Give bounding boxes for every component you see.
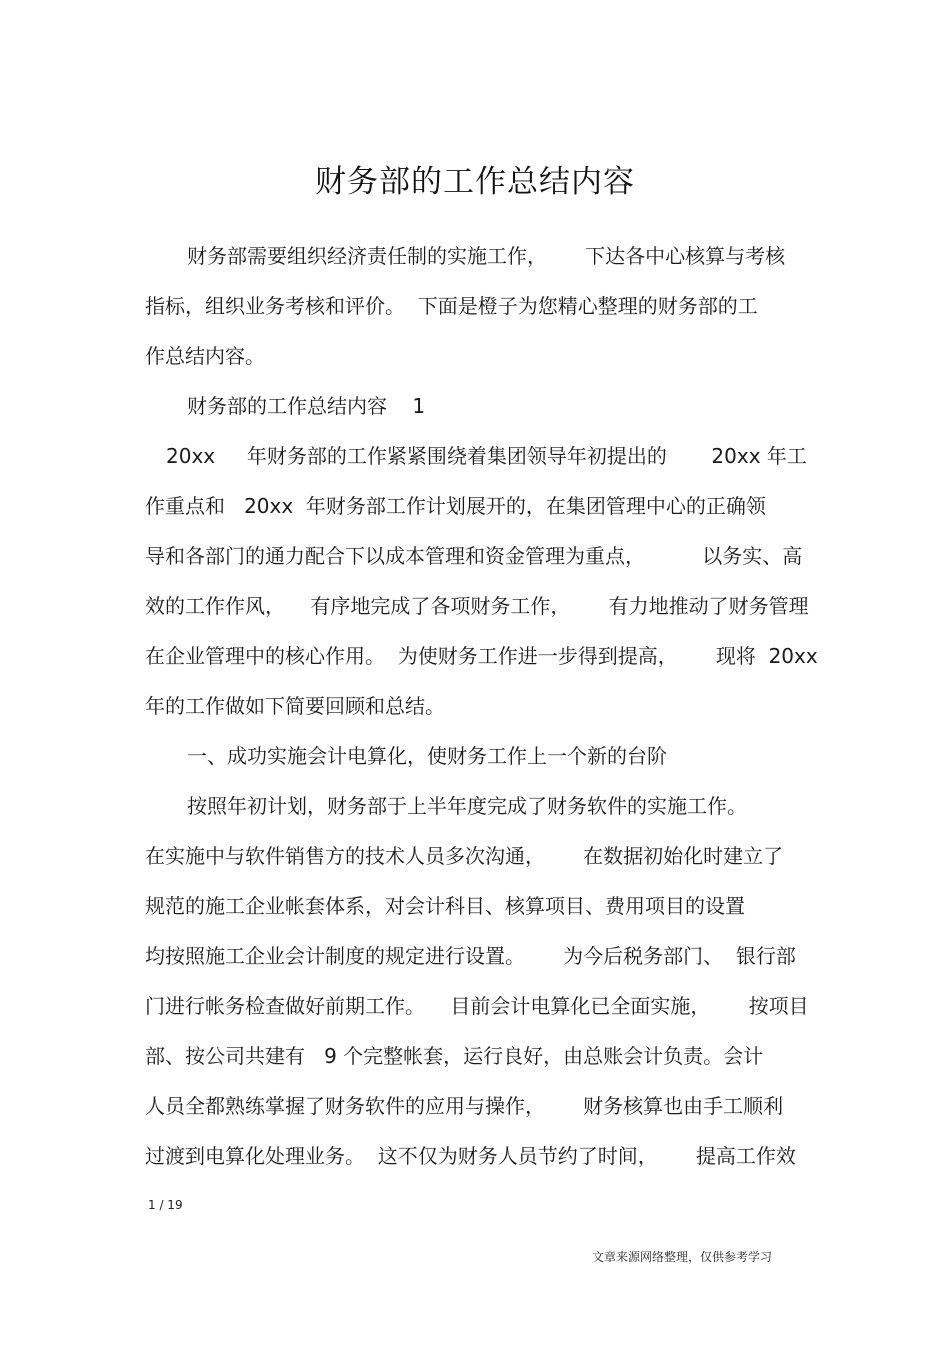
paragraph-line: 在企业管理中的核心作用。 为使财务工作进一步得到提高， 现将 20xx [145, 644, 818, 668]
paragraph-line: 在实施中与软件销售方的技术人员多次沟通， 在数据初始化时建立了 [145, 844, 784, 868]
paragraph-line: 年的工作做如下简要回顾和总结。 [145, 694, 445, 718]
paragraph-line: 作总结内容。 [145, 344, 265, 368]
section-heading: 财务部的工作总结内容 1 [187, 394, 426, 418]
paragraph-line: 按照年初计划，财务部于上半年度完成了财务软件的实施工作。 [187, 794, 747, 818]
footer-note: 文章来源网络整理，仅供参考学习 [592, 1250, 773, 1264]
section-heading: 一、成功实施会计电算化，使财务工作上一个新的台阶 [187, 744, 667, 768]
paragraph-line: 效的工作作风， 有序地完成了各项财务工作， 有力地推动了财务管理 [145, 594, 809, 618]
page-number: 1 / 19 [148, 1198, 183, 1212]
paragraph-line: 均按照施工企业会计制度的规定进行设置。 为今后税务部门、 银行部 [145, 944, 796, 968]
paragraph-line: 财务部需要组织经济责任制的实施工作， 下达各中心核算与考核 [187, 244, 786, 268]
paragraph-line: 20xx 年财务部的工作紧紧围绕着集团领导年初提出的 20xx 年工 [166, 444, 807, 468]
paragraph-line: 规范的施工企业帐套体系，对会计科目、核算项目、费用项目的设置 [145, 894, 745, 918]
paragraph-line: 门进行帐务检查做好前期工作。 目前会计电算化已全面实施， 按项目 [145, 994, 809, 1018]
paragraph-line: 人员全都熟练掌握了财务软件的应用与操作， 财务核算也由手工顺利 [145, 1094, 784, 1118]
paragraph-line: 导和各部门的通力配合下以成本管理和资金管理为重点， 以务实、高 [145, 544, 803, 568]
paragraph-line: 部、按公司共建有 9 个完整帐套，运行良好，由总账会计负责。会计 [145, 1044, 764, 1068]
paragraph-line: 作重点和 20xx 年财务部工作计划展开的，在集团管理中心的正确领 [145, 494, 766, 518]
document-title: 财务部的工作总结内容 [315, 164, 635, 200]
paragraph-line: 过渡到电算化处理业务。 这不仅为财务人员节约了时间， 提高工作效 [145, 1144, 796, 1168]
paragraph-line: 指标，组织业务考核和评价。 下面是橙子为您精心整理的财务部的工 [145, 294, 758, 318]
